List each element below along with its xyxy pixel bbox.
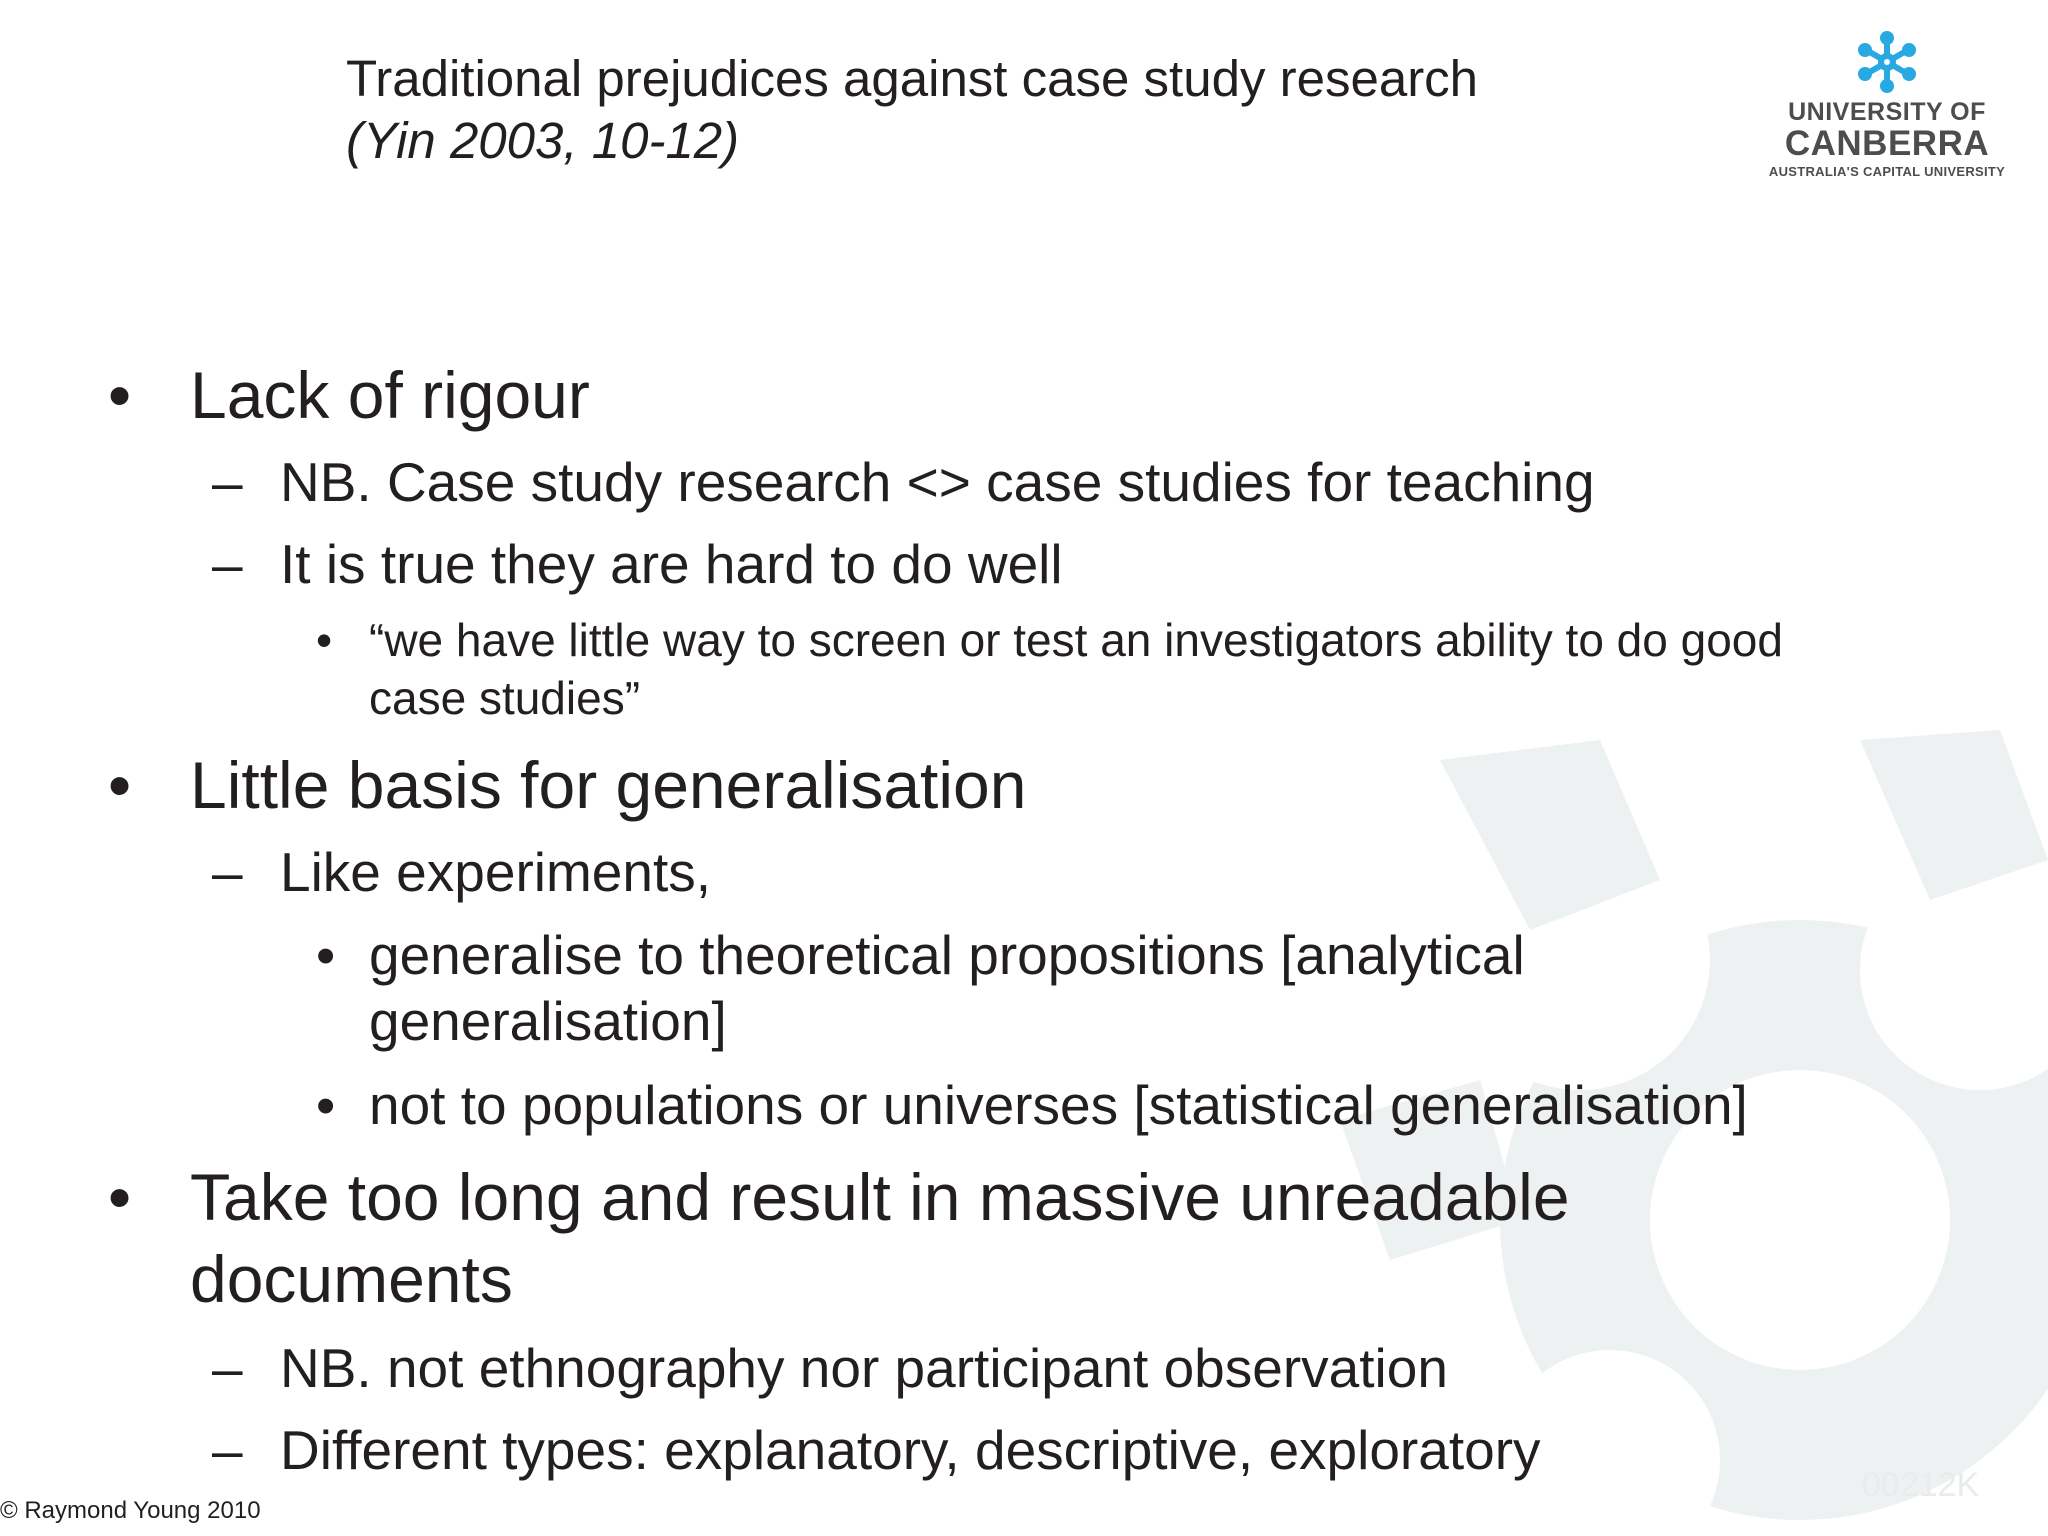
sub-bullet-nb-case-study: NB. Case study research <> case studies for teaching xyxy=(280,451,1595,513)
logo-text-university-of: UNIVERSITY OF xyxy=(1788,98,1986,126)
quote-line-2: case studies” xyxy=(369,672,641,724)
logo-text-canberra: CANBERRA xyxy=(1784,124,1990,163)
bullet-little-basis-generalisation: Little basis for generalisation xyxy=(190,748,1027,822)
quote-line-1: “we have little way to screen or test an investigators ability to do good xyxy=(369,614,1783,666)
dash-marker: – xyxy=(212,533,243,595)
bullet-marker: • xyxy=(108,1160,132,1234)
bullet-lack-of-rigour: Lack of rigour xyxy=(190,358,590,432)
bullet-take-too-long-line-2: documents xyxy=(190,1242,513,1316)
logo-tagline: AUSTRALIA'S CAPITAL UNIVERSITY xyxy=(1768,164,2006,179)
bullet-marker: • xyxy=(316,614,333,666)
dash-marker: – xyxy=(212,1337,243,1399)
title-main: Traditional prejudices against case study research xyxy=(346,50,1479,107)
title-citation: (Yin 2003, 10-12) xyxy=(346,112,740,169)
sub-bullet-different-types: Different types: explanatory, descriptive, exploratory xyxy=(280,1419,1541,1481)
slide-code: 00212K xyxy=(1862,1466,1980,1504)
bullet-marker: • xyxy=(316,1074,336,1136)
dash-marker: – xyxy=(212,841,243,903)
copyright-footer: © Raymond Young 2010 xyxy=(0,1497,261,1524)
dash-marker: – xyxy=(212,451,243,513)
bullet-marker: • xyxy=(108,358,132,432)
dash-marker: – xyxy=(212,1419,243,1481)
sub-bullet-not-ethnography: NB. not ethnography nor participant observation xyxy=(280,1337,1448,1399)
analytical-line-1: generalise to theoretical propositions [analytical xyxy=(369,924,1525,986)
analytical-line-2: generalisation] xyxy=(369,990,727,1052)
sub-bullet-hard-to-do-well: It is true they are hard to do well xyxy=(280,533,1063,595)
bullet-marker: • xyxy=(108,748,132,822)
sub-bullet-like-experiments: Like experiments, xyxy=(280,841,712,903)
bullet-take-too-long-line-1: Take too long and result in massive unreadable xyxy=(190,1160,1570,1234)
bullet-marker: • xyxy=(316,924,336,986)
statistical-generalisation: not to populations or universes [statistical generalisation] xyxy=(369,1074,1748,1136)
